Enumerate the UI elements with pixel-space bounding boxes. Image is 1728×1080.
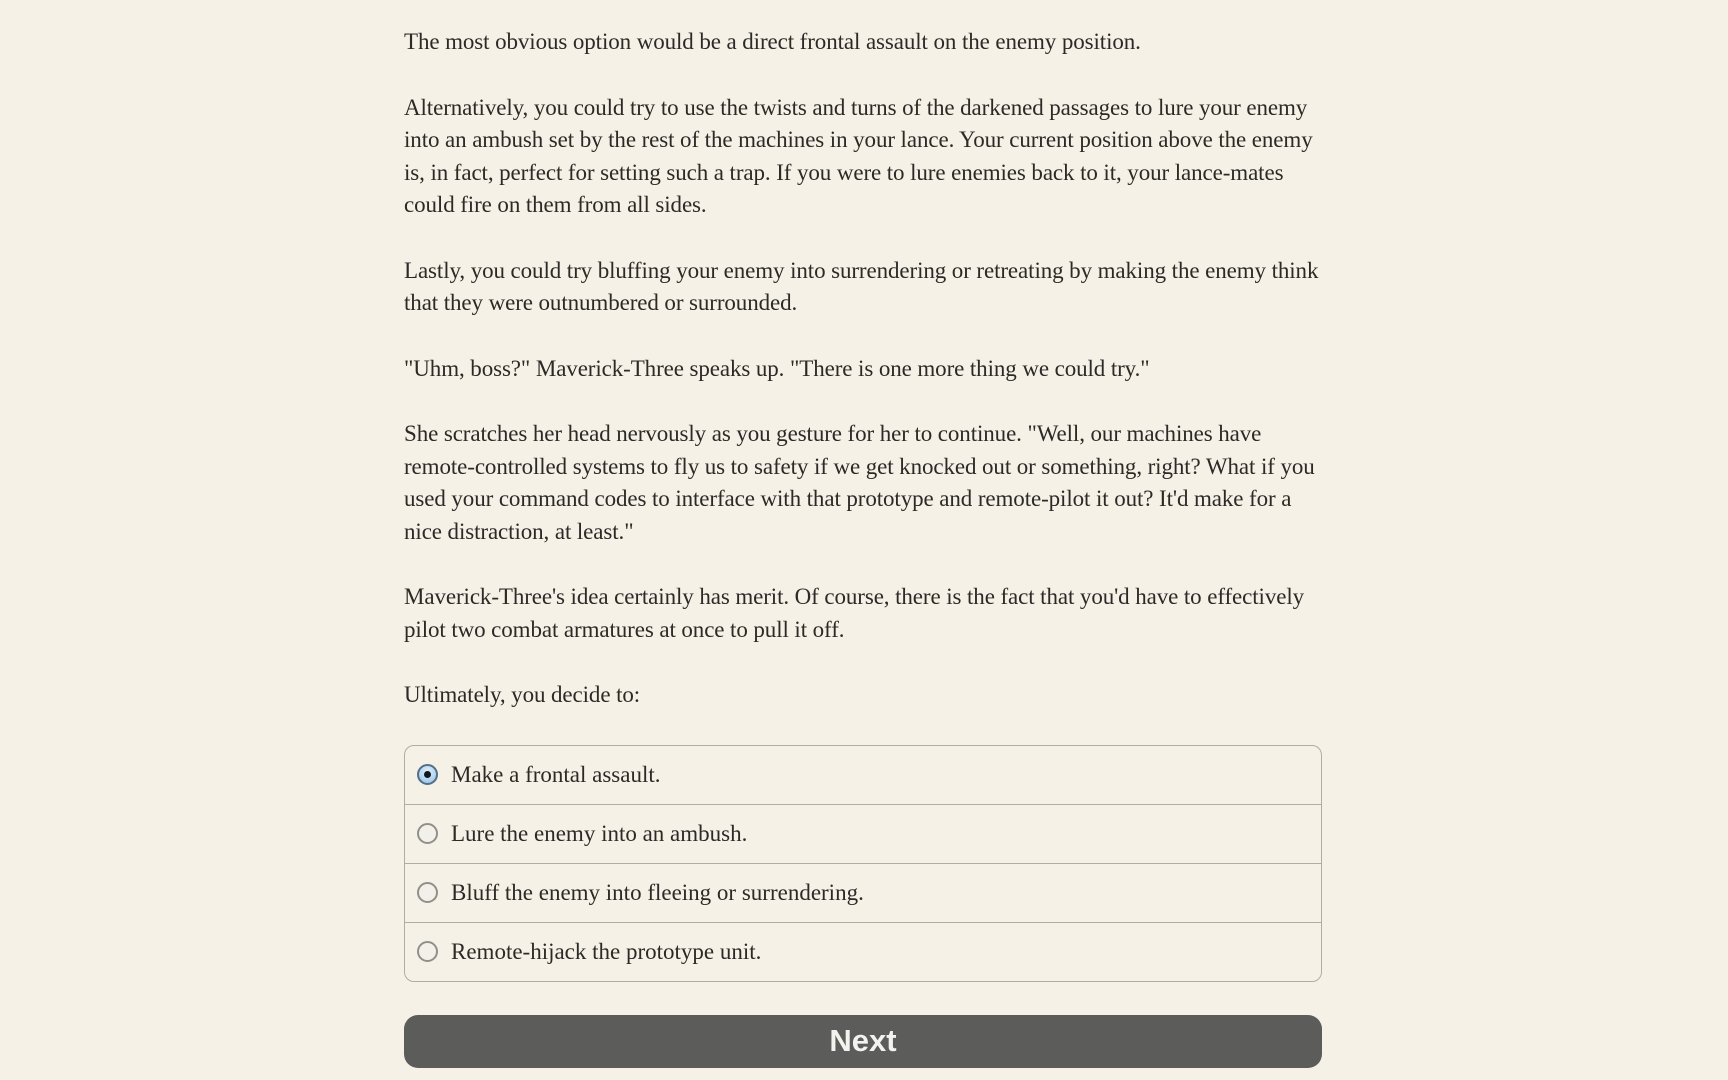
story-paragraph: Lastly, you could try bluffing your enemy into surrendering or retreating by making the enemy think that they were outnumbered or surrounded. xyxy=(404,257,1319,315)
story-paragraph: Alternatively, you could try to use the twists and turns of the darkened passages to lure your enemy into an ambush set by the rest of the machines in your lance. Your current position above the enemy is, in fact, perfect for setting such a trap. If you were to lure enemies back to it, your lance-mates could fire on them from all sides. xyxy=(404,94,1313,217)
choice-option-frontal-assault[interactable] xyxy=(405,746,1321,804)
radio-icon[interactable] xyxy=(417,823,438,844)
radio-dot-icon xyxy=(424,771,431,778)
story-paragraph: Maverick-Three's idea certainly has merit. Of course, there is the fact that you'd have to effectively pilot two combat armatures at once to pull it off. xyxy=(404,584,1305,642)
radio-icon[interactable] xyxy=(417,882,438,903)
choice-label: Make a frontal assault. xyxy=(451,762,661,787)
radio-icon[interactable] xyxy=(417,941,438,962)
choice-label: Bluff the enemy into fleeing or surrendering. xyxy=(451,880,864,905)
story-paragraph: The most obvious option would be a direct frontal assault on the enemy position. xyxy=(404,29,1141,54)
story-content xyxy=(404,0,1322,1068)
story-paragraph: She scratches her head nervously as you gesture for her to continue. "Well, our machines have remote-controlled systems to fly us to safety if we get knocked out or something, right? What if you used your command codes to interface with that prototype and remote-pilot it out? It'd make for a nice distraction, at least." xyxy=(404,421,1315,544)
choice-prompt: Ultimately, you decide to: xyxy=(404,682,641,707)
choice-option-ambush[interactable] xyxy=(405,804,1321,863)
story-paragraph: "Uhm, boss?" Maverick-Three speaks up. "There is one more thing we could try." xyxy=(404,355,1150,381)
next-button[interactable]: Next xyxy=(404,1015,1322,1068)
choice-label: Remote-hijack the prototype unit. xyxy=(451,939,762,964)
choice-option-bluff[interactable] xyxy=(405,863,1321,922)
radio-icon[interactable] xyxy=(417,764,438,785)
choice-list xyxy=(404,745,1322,982)
choice-label: Lure the enemy into an ambush. xyxy=(451,821,748,846)
choice-option-remote-hijack[interactable] xyxy=(405,922,1321,981)
